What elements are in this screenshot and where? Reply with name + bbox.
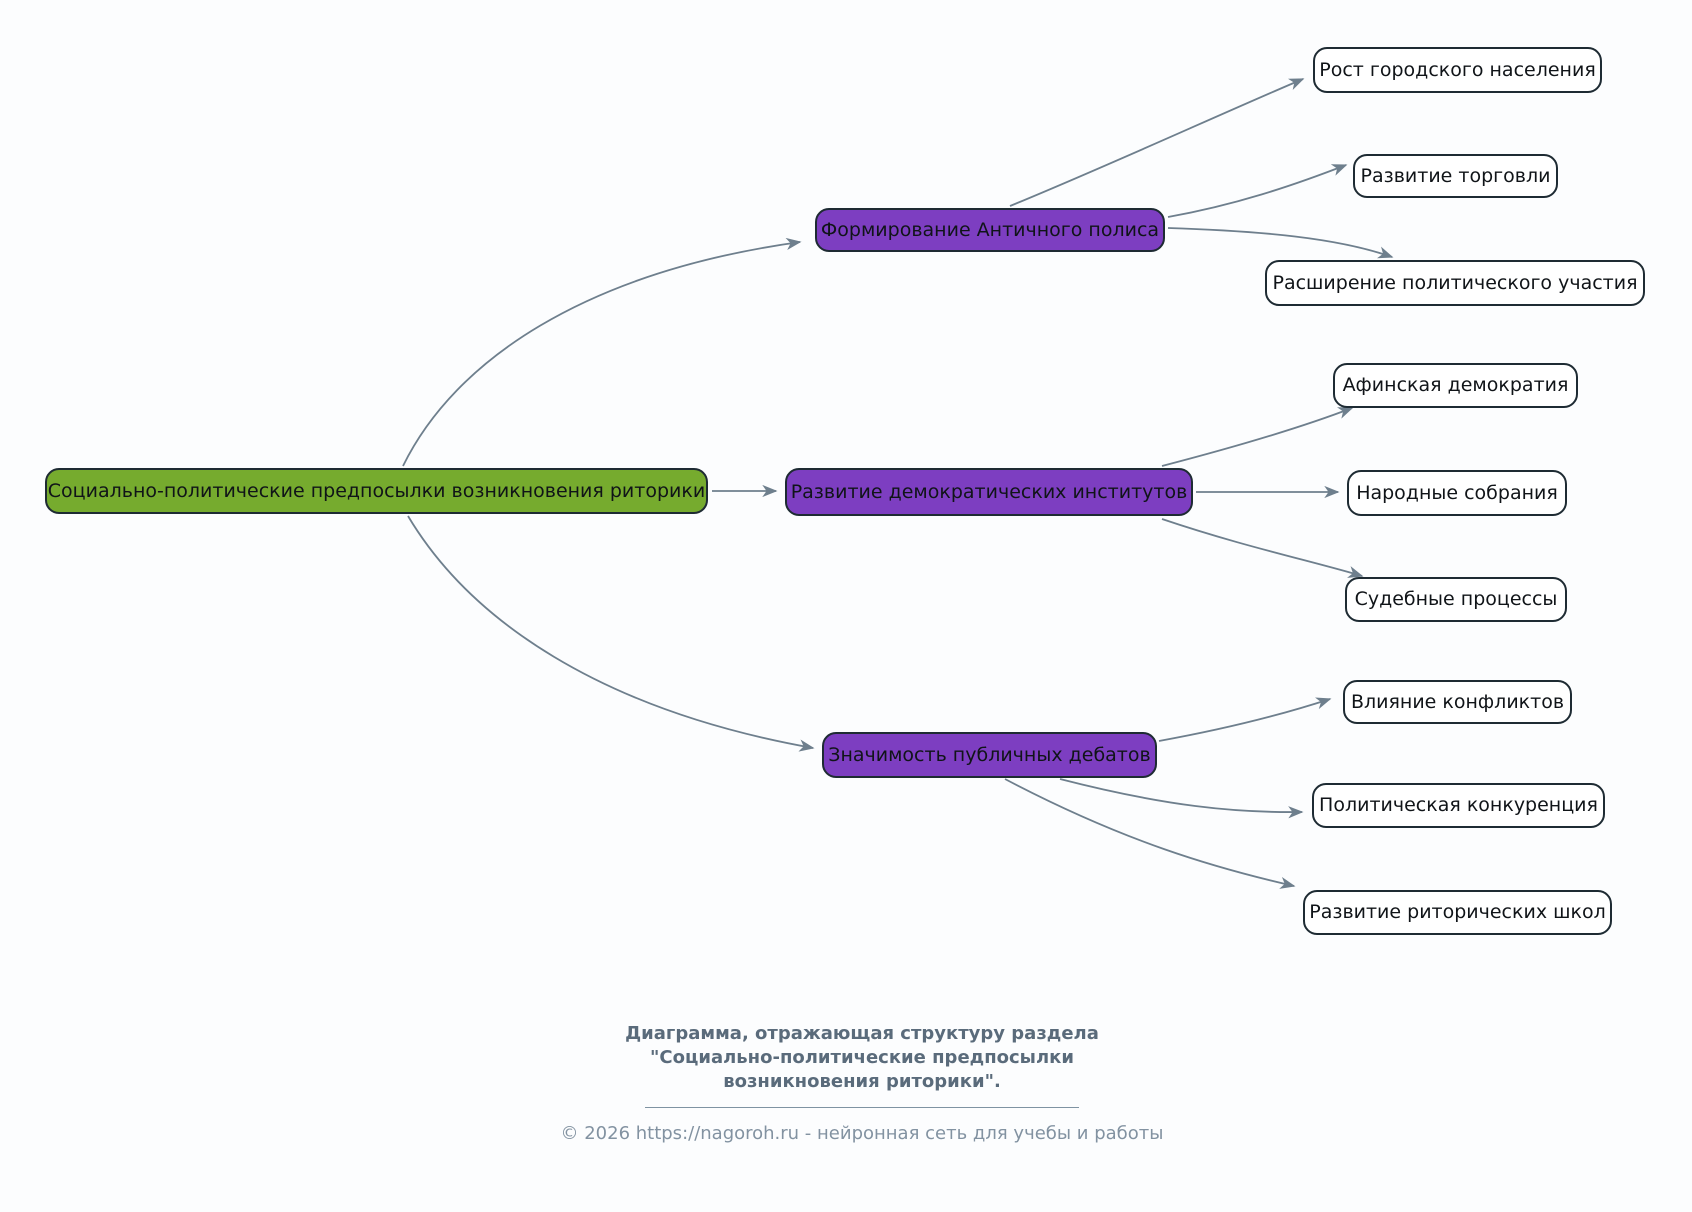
leaf-node-urban-population-growth: Рост городского населения xyxy=(1313,47,1602,93)
edge-branch3-to-leaf9 xyxy=(1005,779,1294,886)
leaf-node-athenian-democracy: Афинская демократия xyxy=(1333,363,1578,408)
branch-node-public-debates: Значимость публичных дебатов xyxy=(822,732,1157,778)
leaf-node-judicial-processes: Судебные процессы xyxy=(1345,577,1567,622)
edge-branch3-to-leaf8 xyxy=(1060,779,1302,812)
diagram-caption: Диаграмма, отражающая структуру раздела "Социально-политические предпосылки возникновения риторики". xyxy=(625,1023,1099,1092)
root-node: Социально-политические предпосылки возникновения риторики xyxy=(45,468,708,514)
leaf-node-rhetoric-schools: Развитие риторических школ xyxy=(1303,890,1612,935)
edge-branch1-to-leaf1 xyxy=(1010,79,1303,206)
copyright-text: © 2026 https://nagoroh.ru - нейронная сеть для учебы и работы xyxy=(560,1123,1164,1145)
edge-branch2-to-leaf4 xyxy=(1162,408,1352,466)
footer-divider xyxy=(645,1107,1079,1108)
edge-branch1-to-leaf3 xyxy=(1168,228,1392,257)
footer xyxy=(512,1022,1212,1144)
edge-root-to-branch3 xyxy=(408,516,813,748)
leaf-node-trade-development: Развитие торговли xyxy=(1353,154,1558,198)
leaf-node-popular-assemblies: Народные собрания xyxy=(1347,470,1567,516)
edge-root-to-branch1 xyxy=(403,242,800,466)
edge-branch2-to-leaf6 xyxy=(1162,519,1362,576)
edge-branch3-to-leaf7 xyxy=(1159,699,1330,741)
leaf-node-conflict-influence: Влияние конфликтов xyxy=(1343,680,1572,724)
leaf-node-political-participation: Расширение политического участия xyxy=(1265,260,1645,306)
branch-node-antique-polis: Формирование Античного полиса xyxy=(815,208,1165,252)
leaf-node-political-competition: Политическая конкуренция xyxy=(1312,783,1605,828)
edge-branch1-to-leaf2 xyxy=(1168,165,1346,217)
branch-node-democratic-institutions: Развитие демократических институтов xyxy=(785,468,1193,516)
